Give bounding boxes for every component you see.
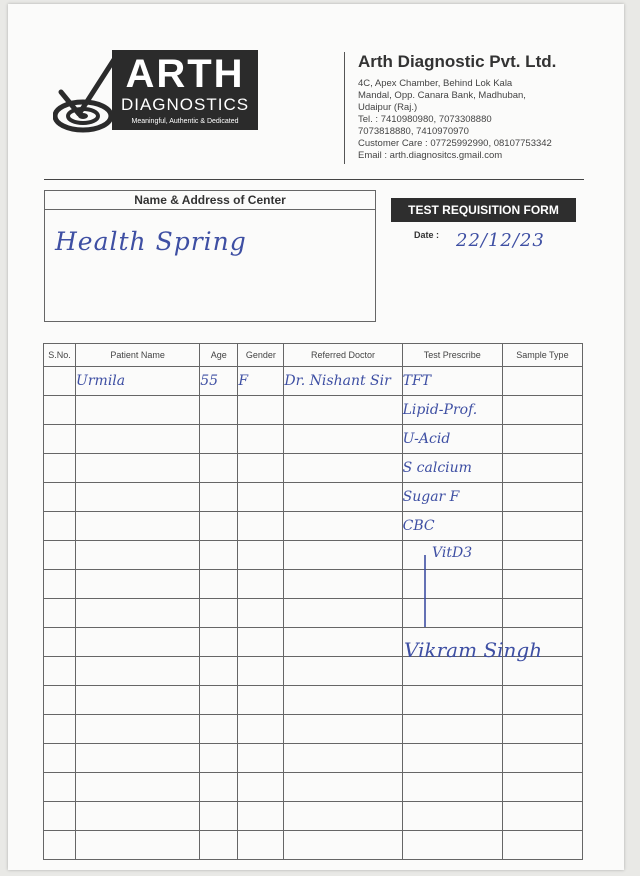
table-row bbox=[44, 454, 583, 483]
header-referred-doctor: Referred Doctor bbox=[284, 344, 402, 367]
table-row bbox=[44, 599, 583, 628]
cell-age: 55 bbox=[200, 367, 238, 396]
header-sno: S.No. bbox=[44, 344, 76, 367]
form-title-badge: TEST REQUISITION FORM bbox=[391, 198, 576, 222]
date-label: Date : bbox=[414, 230, 440, 240]
email-line: Email : arth.diagnositcs.gmail.com bbox=[358, 150, 503, 161]
company-info bbox=[358, 52, 608, 162]
phone-line: Tel. : 7410980980, 7073308880 bbox=[358, 114, 492, 125]
cell-test: TFT bbox=[402, 367, 502, 396]
logo-title: ARTH bbox=[125, 52, 245, 96]
table-row bbox=[44, 396, 583, 425]
address-line: Udaipur (Raj.) bbox=[358, 102, 418, 113]
header-test-prescribe: Test Prescribe bbox=[402, 344, 502, 367]
center-heading: Name & Address of Center bbox=[45, 191, 375, 210]
table-row bbox=[44, 802, 583, 831]
table-row bbox=[44, 831, 583, 860]
table-header-row bbox=[44, 344, 583, 367]
company-name: Arth Diagnostic Pvt. Ltd. bbox=[358, 52, 557, 71]
center-name-handwritten: Health Spring bbox=[55, 227, 247, 256]
table-row bbox=[44, 686, 583, 715]
logo-check-target-icon bbox=[53, 54, 117, 134]
table-row bbox=[44, 570, 583, 599]
address-line: 4C, Apex Chamber, Behind Lok Kala bbox=[358, 78, 513, 89]
phone-line: 7073818880, 7410970970 bbox=[358, 126, 469, 137]
header-patient-name: Patient Name bbox=[76, 344, 200, 367]
header-gender: Gender bbox=[238, 344, 284, 367]
header-divider bbox=[344, 52, 345, 164]
logo-subtitle: DIAGNOSTICS bbox=[120, 95, 250, 114]
cell-test: Lipid-Prof. bbox=[402, 396, 502, 425]
cell-patient-name: Urmila bbox=[76, 367, 200, 396]
customer-care-line: Customer Care : 07725992990, 08107753342 bbox=[358, 138, 552, 149]
cell-test: Sugar F bbox=[402, 483, 502, 512]
cell-test: U-Acid bbox=[402, 425, 502, 454]
table-row bbox=[44, 367, 583, 396]
header-sample-type: Sample Type bbox=[502, 344, 582, 367]
test-vitd3-handwritten: VitD3 bbox=[432, 545, 473, 561]
cell-test: CBC bbox=[402, 512, 502, 541]
cell-gender: F bbox=[238, 367, 284, 396]
table-row bbox=[44, 715, 583, 744]
address-line: Mandal, Opp. Canara Bank, Madhuban, bbox=[358, 90, 526, 101]
table-row bbox=[44, 773, 583, 802]
logo-tagline: Meaningful, Authentic & Dedicated bbox=[131, 118, 239, 125]
cell-sno bbox=[44, 367, 76, 396]
logo-block bbox=[112, 50, 258, 130]
cell-test: S calcium bbox=[402, 454, 502, 483]
date-handwritten: 22/12/23 bbox=[456, 230, 545, 251]
handwritten-bracket-line bbox=[424, 555, 426, 627]
table-row bbox=[44, 512, 583, 541]
signature-handwritten: Vikram Singh bbox=[404, 638, 543, 662]
center-box bbox=[44, 190, 376, 322]
table-row bbox=[44, 541, 583, 570]
table-row bbox=[44, 744, 583, 773]
table-row bbox=[44, 425, 583, 454]
table-row bbox=[44, 483, 583, 512]
cell-sample bbox=[502, 367, 582, 396]
header-age: Age bbox=[200, 344, 238, 367]
header-rule bbox=[44, 179, 584, 180]
cell-referred-doctor: Dr. Nishant Sir bbox=[284, 367, 402, 396]
requisition-table bbox=[43, 343, 583, 860]
